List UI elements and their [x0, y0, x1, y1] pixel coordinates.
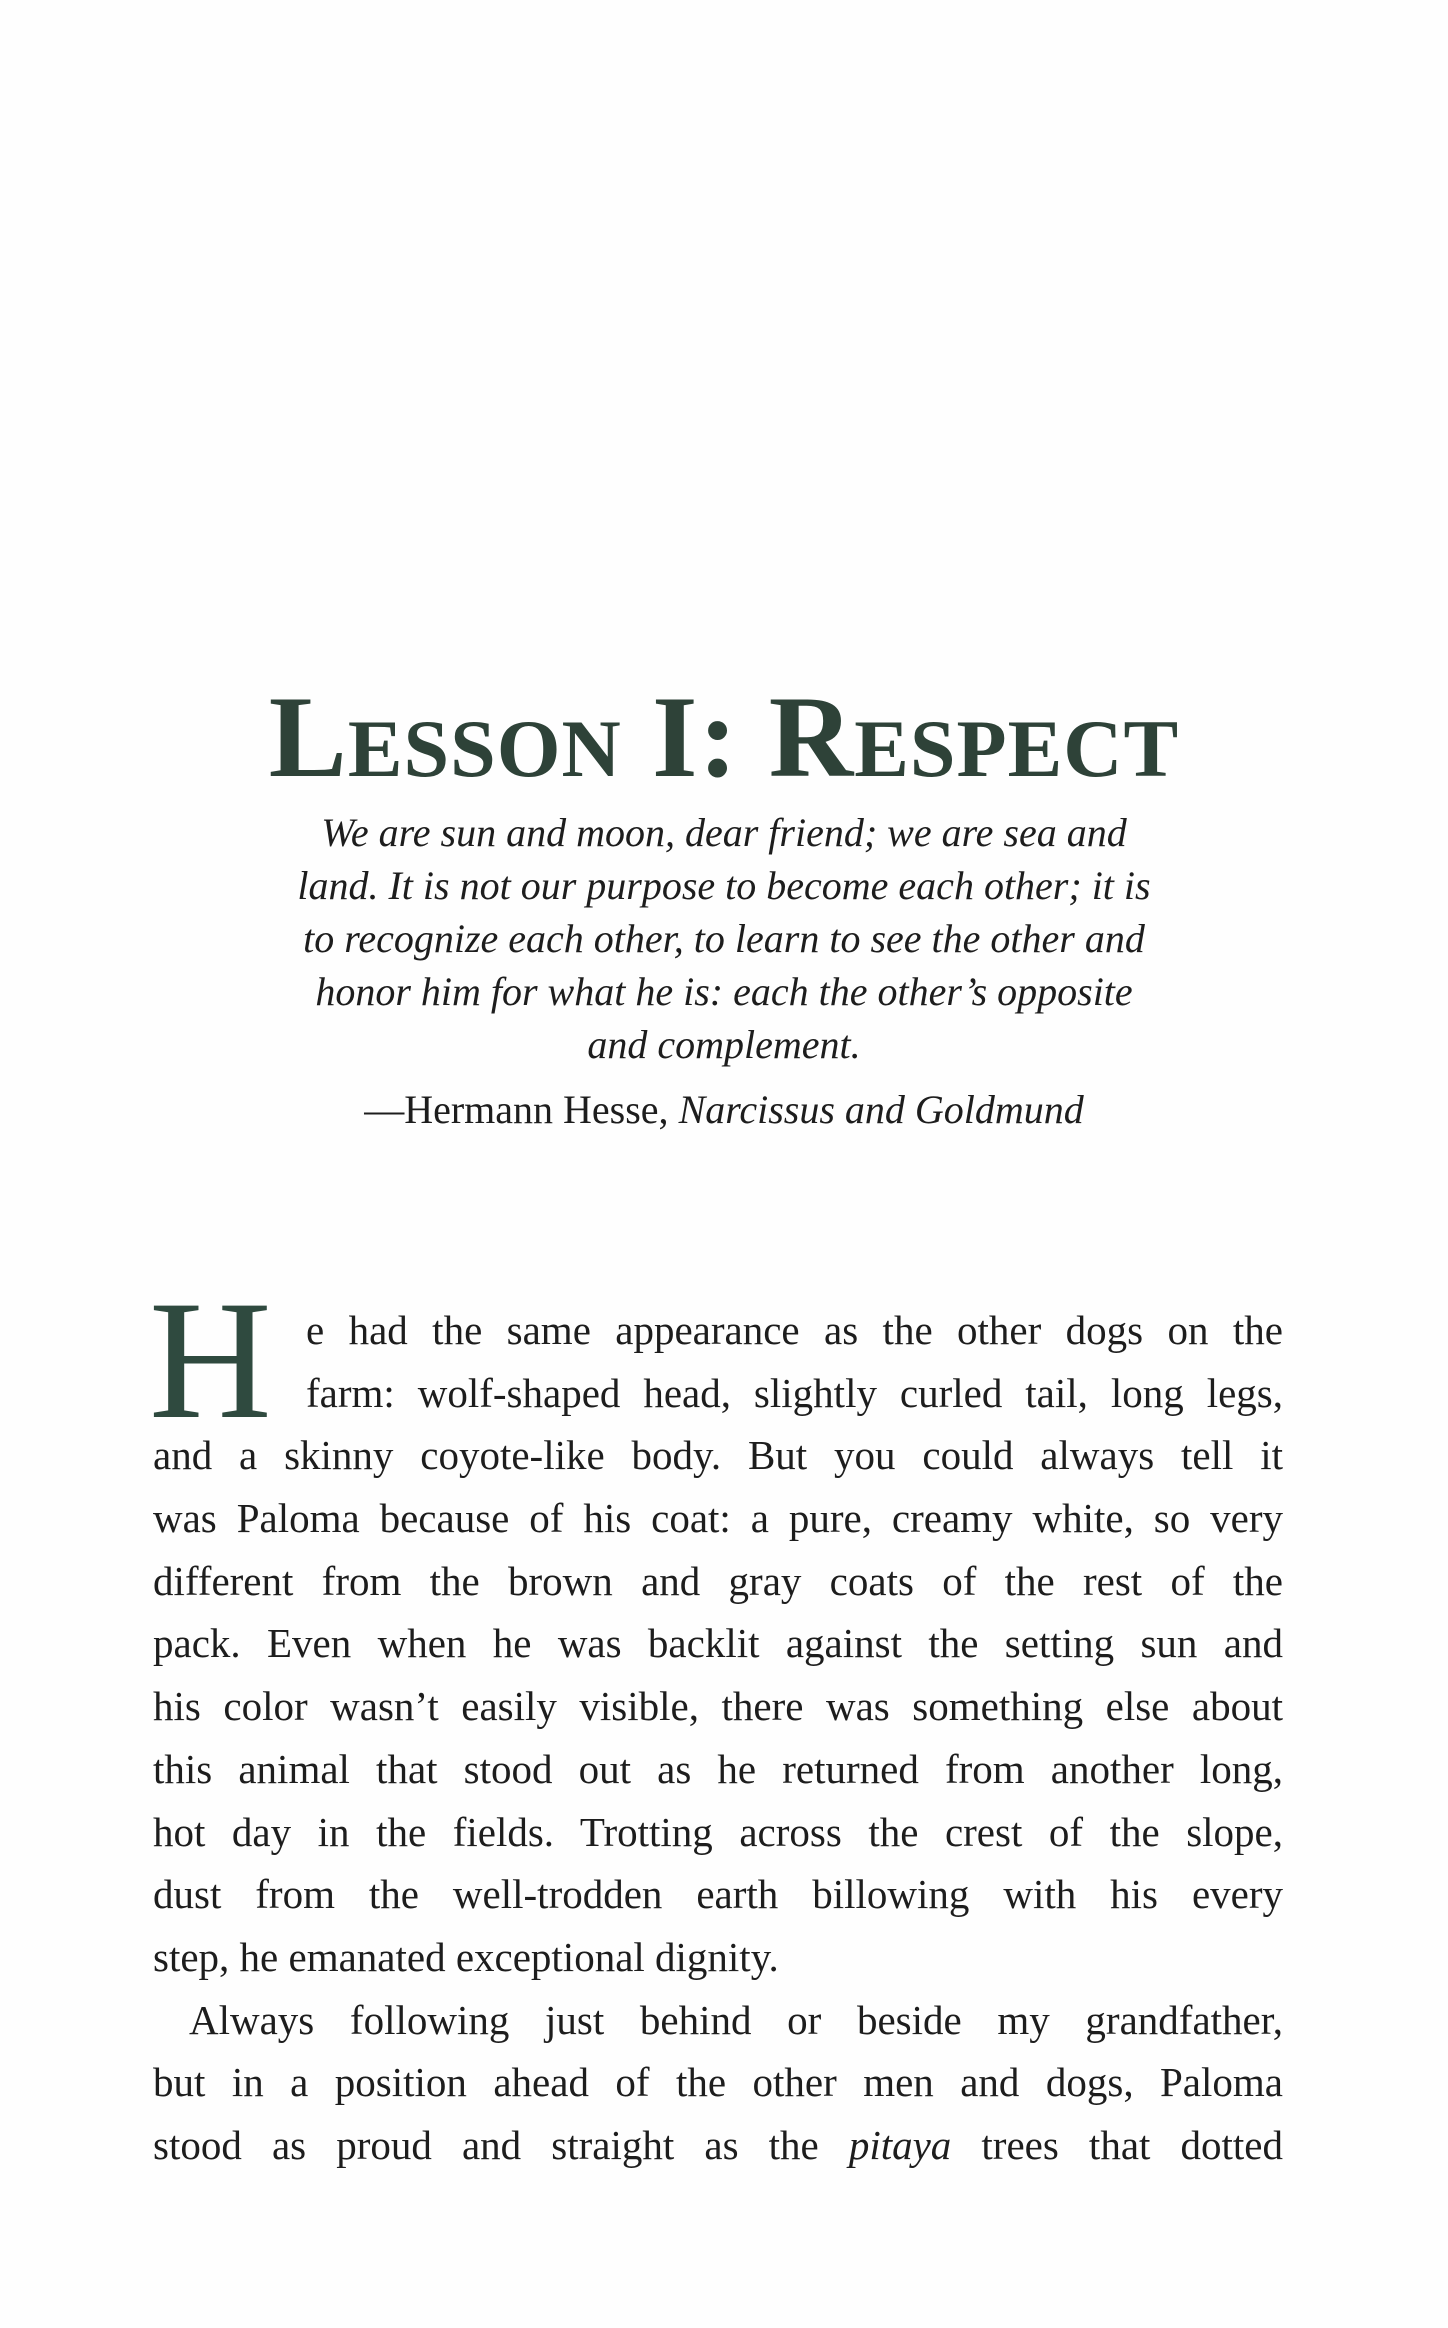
epigraph-line: honor him for what he is: each the other’s opposite: [315, 969, 1133, 1014]
epigraph-line: and complement.: [587, 1022, 861, 1067]
text-line: and a skinny coyote-like body. But you could always tell it: [153, 1432, 1283, 1479]
epigraph-attribution: [0, 1083, 1448, 1136]
paragraph-1: [153, 1299, 1283, 1989]
epigraph: [0, 806, 1448, 1136]
text-line: farm: wolf-shaped head, slightly curled tail, long legs,: [306, 1369, 1283, 1416]
text-line: step, he emanated exceptional dignity.: [153, 1933, 779, 1980]
attribution-author: —Hermann Hesse,: [364, 1087, 669, 1132]
text-line: this animal that stood out as he returned from another long,: [153, 1745, 1283, 1792]
paragraph-2: [153, 1989, 1283, 2177]
body-text: [149, 1266, 1283, 2177]
text-segment: trees that dotted: [951, 2121, 1283, 2168]
text-line: different from the brown and gray coats of the rest of the: [153, 1557, 1283, 1604]
text-segment: stood as proud and straight as the: [153, 2121, 849, 2168]
text-line: was Paloma because of his coat: a pure, creamy white, so very: [153, 1495, 1283, 1542]
italic-term: pitaya: [848, 2121, 952, 2168]
drop-cap: H: [149, 1266, 272, 1454]
epigraph-line: to recognize each other, to learn to see the other and: [303, 916, 1145, 961]
text-line: hot day in the fields. Trotting across the crest of the slope,: [153, 1808, 1283, 1855]
attribution-work: Narcissus and Goldmund: [678, 1087, 1084, 1132]
text-line: dust from the well-trodden earth billowing with his every: [153, 1871, 1283, 1918]
epigraph-line: We are sun and moon, dear friend; we are sea and: [321, 810, 1127, 855]
text-line: pack. Even when he was backlit against the setting sun and: [153, 1620, 1283, 1667]
text-line: [153, 2114, 1283, 2177]
epigraph-line: land. It is not our purpose to become each other; it is: [297, 863, 1151, 908]
text-line: but in a position ahead of the other men and dogs, Paloma: [153, 2059, 1283, 2106]
text-line: his color wasn’t easily visible, there was something else about: [153, 1683, 1283, 1730]
chapter-title: Lesson I: Respect: [268, 673, 1180, 803]
text-line: Always following just behind or beside my grandfather,: [189, 1996, 1283, 2043]
text-line: e had the same appearance as the other dogs on the: [306, 1307, 1283, 1353]
